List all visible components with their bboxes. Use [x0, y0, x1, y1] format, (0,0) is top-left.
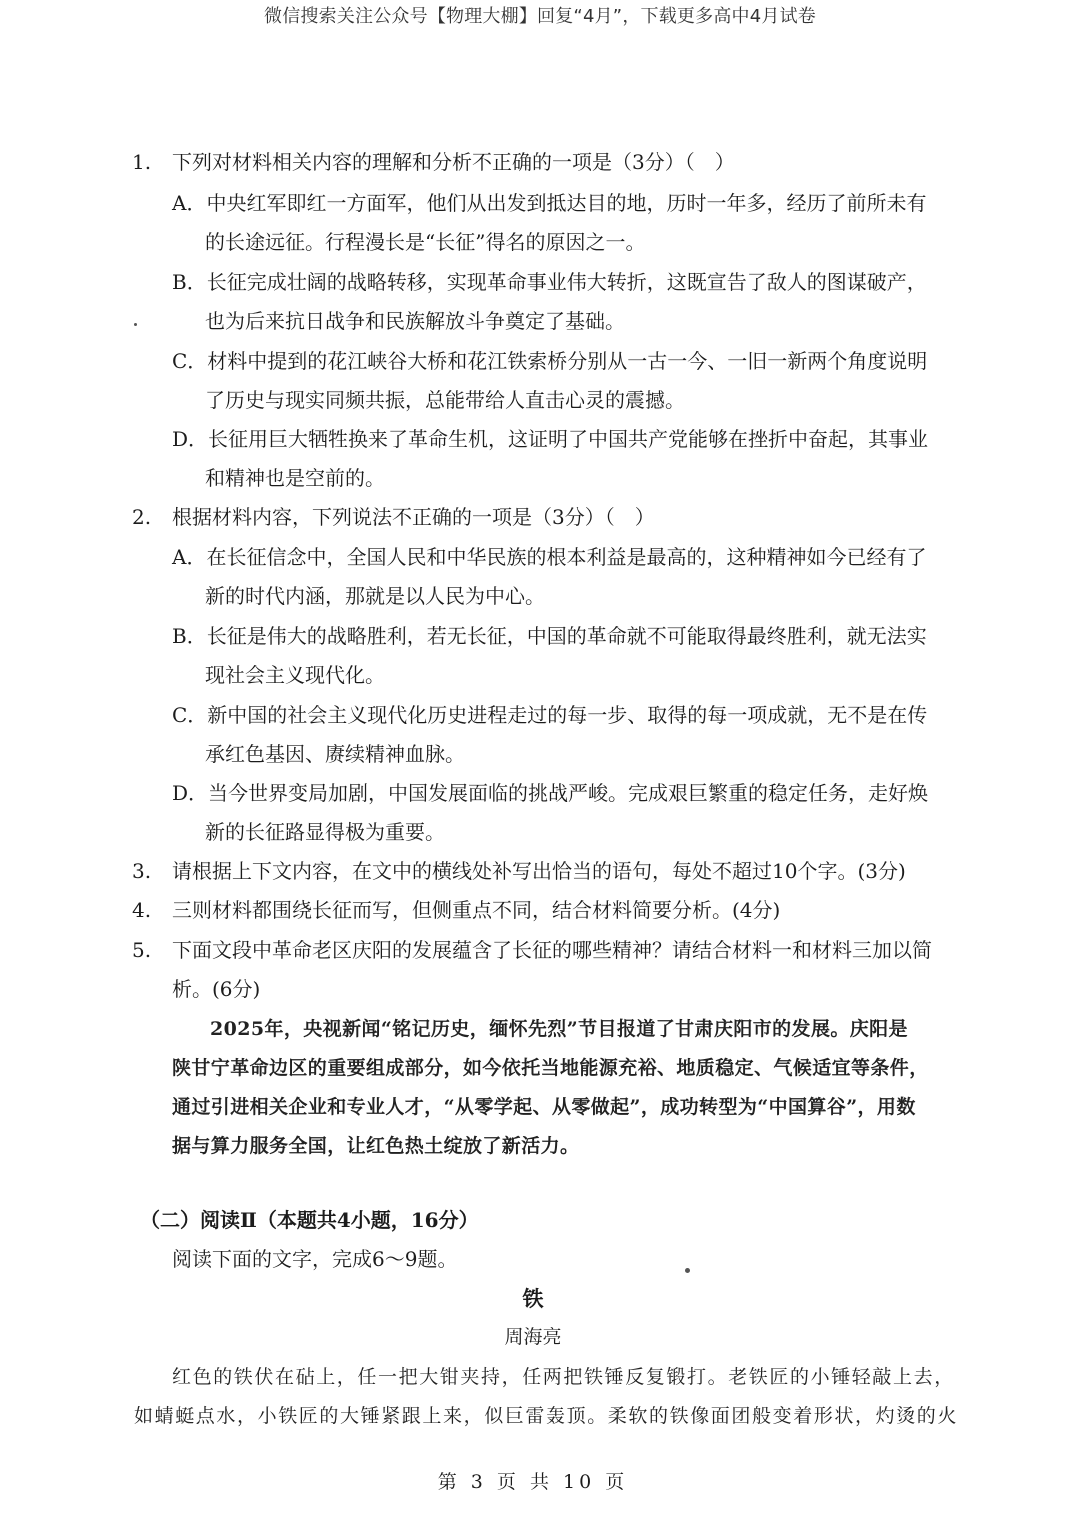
q1-option-a-cont: 的长途远征。行程漫长是“长征”得名的原因之一。 — [205, 230, 646, 254]
question-number: 2. — [132, 505, 152, 529]
q2-option-d-cont: 新的长征路显得极为重要。 — [205, 820, 445, 844]
question-5-text-cont: 析。(6分) — [172, 977, 261, 1001]
question-number: 5. — [132, 938, 152, 962]
q1-option-c-cont: 了历史与现实同频共振，总能带给人直击心灵的震撼。 — [205, 388, 685, 412]
question-5-text: 下面文段中革命老区庆阳的发展蕴含了长征的哪些精神？请结合材料一和材料三加以简 — [172, 938, 932, 962]
q2-option-a: A．在长征信念中，全国人民和中华民族的根本利益是最高的，这种精神如今已经有了 — [172, 545, 927, 569]
story-paragraph-line-1: 红色的铁伏在砧上，任一把大钳夹持，任两把铁锤反复锻打。老铁匠的小锤轻敲上去， — [172, 1366, 955, 1388]
q1-option-d: D．长征用巨大牺牲换来了革命生机，这证明了中国共产党能够在挫折中奋起，其事业 — [172, 427, 929, 451]
story-title: 铁 — [522, 1286, 544, 1311]
page-footer: 第 3 页 共 10 页 — [437, 1471, 629, 1493]
section-heading: （二）阅读Ⅱ（本题共4小题，16分） — [140, 1208, 479, 1232]
q1-option-d-cont: 和精神也是空前的。 — [205, 466, 385, 490]
question-number: 4. — [132, 898, 152, 922]
q2-option-b-cont: 现社会主义现代化。 — [205, 663, 385, 687]
q2-option-d: D．当今世界变局加剧，中国发展面临的挑战严峻。完成艰巨繁重的稳定任务，走好焕 — [172, 781, 929, 805]
scan-speck — [134, 323, 137, 326]
question-number: 3. — [132, 859, 152, 883]
section-instruction: 阅读下面的文字，完成6～9题。 — [172, 1247, 458, 1271]
q1-option-c: C．材料中提到的花江峡谷大桥和花江铁索桥分别从一古一今、一旧一新两个角度说明 — [172, 349, 928, 373]
q2-option-c-cont: 承红色基因、赓续精神血脉。 — [205, 742, 465, 766]
passage-line-2: 陕甘宁革命边区的重要组成部分，如今依托当地能源充裕、地质稳定、气候适宜等条件， — [172, 1057, 929, 1079]
passage-line-3: 通过引进相关企业和专业人才，“从零学起、从零做起”，成功转型为“中国算谷”，用数 — [172, 1096, 916, 1118]
q1-option-b: B．长征完成壮阔的战略转移，实现革命事业伟大转折，这既宣告了敌人的图谋破产， — [172, 270, 927, 294]
q2-option-b: B．长征是伟大的战略胜利，若无长征，中国的革命就不可能取得最终胜利，就无法实 — [172, 624, 927, 648]
question-3-text: 请根据上下文内容，在文中的横线处补写出恰当的语句，每处不超过10个字。(3分) — [172, 859, 906, 883]
q2-option-a-cont: 新的时代内涵，那就是以人民为中心。 — [205, 584, 545, 608]
q2-option-c: C．新中国的社会主义现代化历史进程走过的每一步、取得的每一项成就，无不是在传 — [172, 703, 928, 727]
passage-line-1: 2025年，央视新闻“铭记历史，缅怀先烈”节目报道了甘肃庆阳市的发展。庆阳是 — [210, 1018, 908, 1040]
scan-speck — [685, 1268, 690, 1273]
q1-option-a: A．中央红军即红一方面军，他们从出发到抵达目的地，历时一年多，经历了前所未有 — [172, 191, 927, 215]
question-4-text: 三则材料都围绕长征而写，但侧重点不同，结合材料简要分析。(4分) — [172, 898, 781, 922]
header-banner: 微信搜索关注公众号【物理大棚】回复“4月”，下载更多高中4月试卷 — [264, 6, 816, 27]
question-1-stem: 下列对材料相关内容的理解和分析不正确的一项是（3分）（ ） — [172, 150, 735, 174]
passage-line-4: 据与算力服务全国，让红色热土绽放了新活力。 — [172, 1135, 580, 1157]
story-author: 周海亮 — [504, 1326, 562, 1348]
story-paragraph-line-2: 如蜻蜓点水，小铁匠的大锤紧跟上来，似巨雷轰顶。柔软的铁像面团般变着形状，灼烫的火 — [134, 1405, 959, 1427]
question-number: 1. — [132, 150, 152, 174]
q1-option-b-cont: 也为后来抗日战争和民族解放斗争奠定了基础。 — [205, 309, 625, 333]
question-2-stem: 根据材料内容，下列说法不正确的一项是（3分）（ ） — [172, 505, 655, 529]
